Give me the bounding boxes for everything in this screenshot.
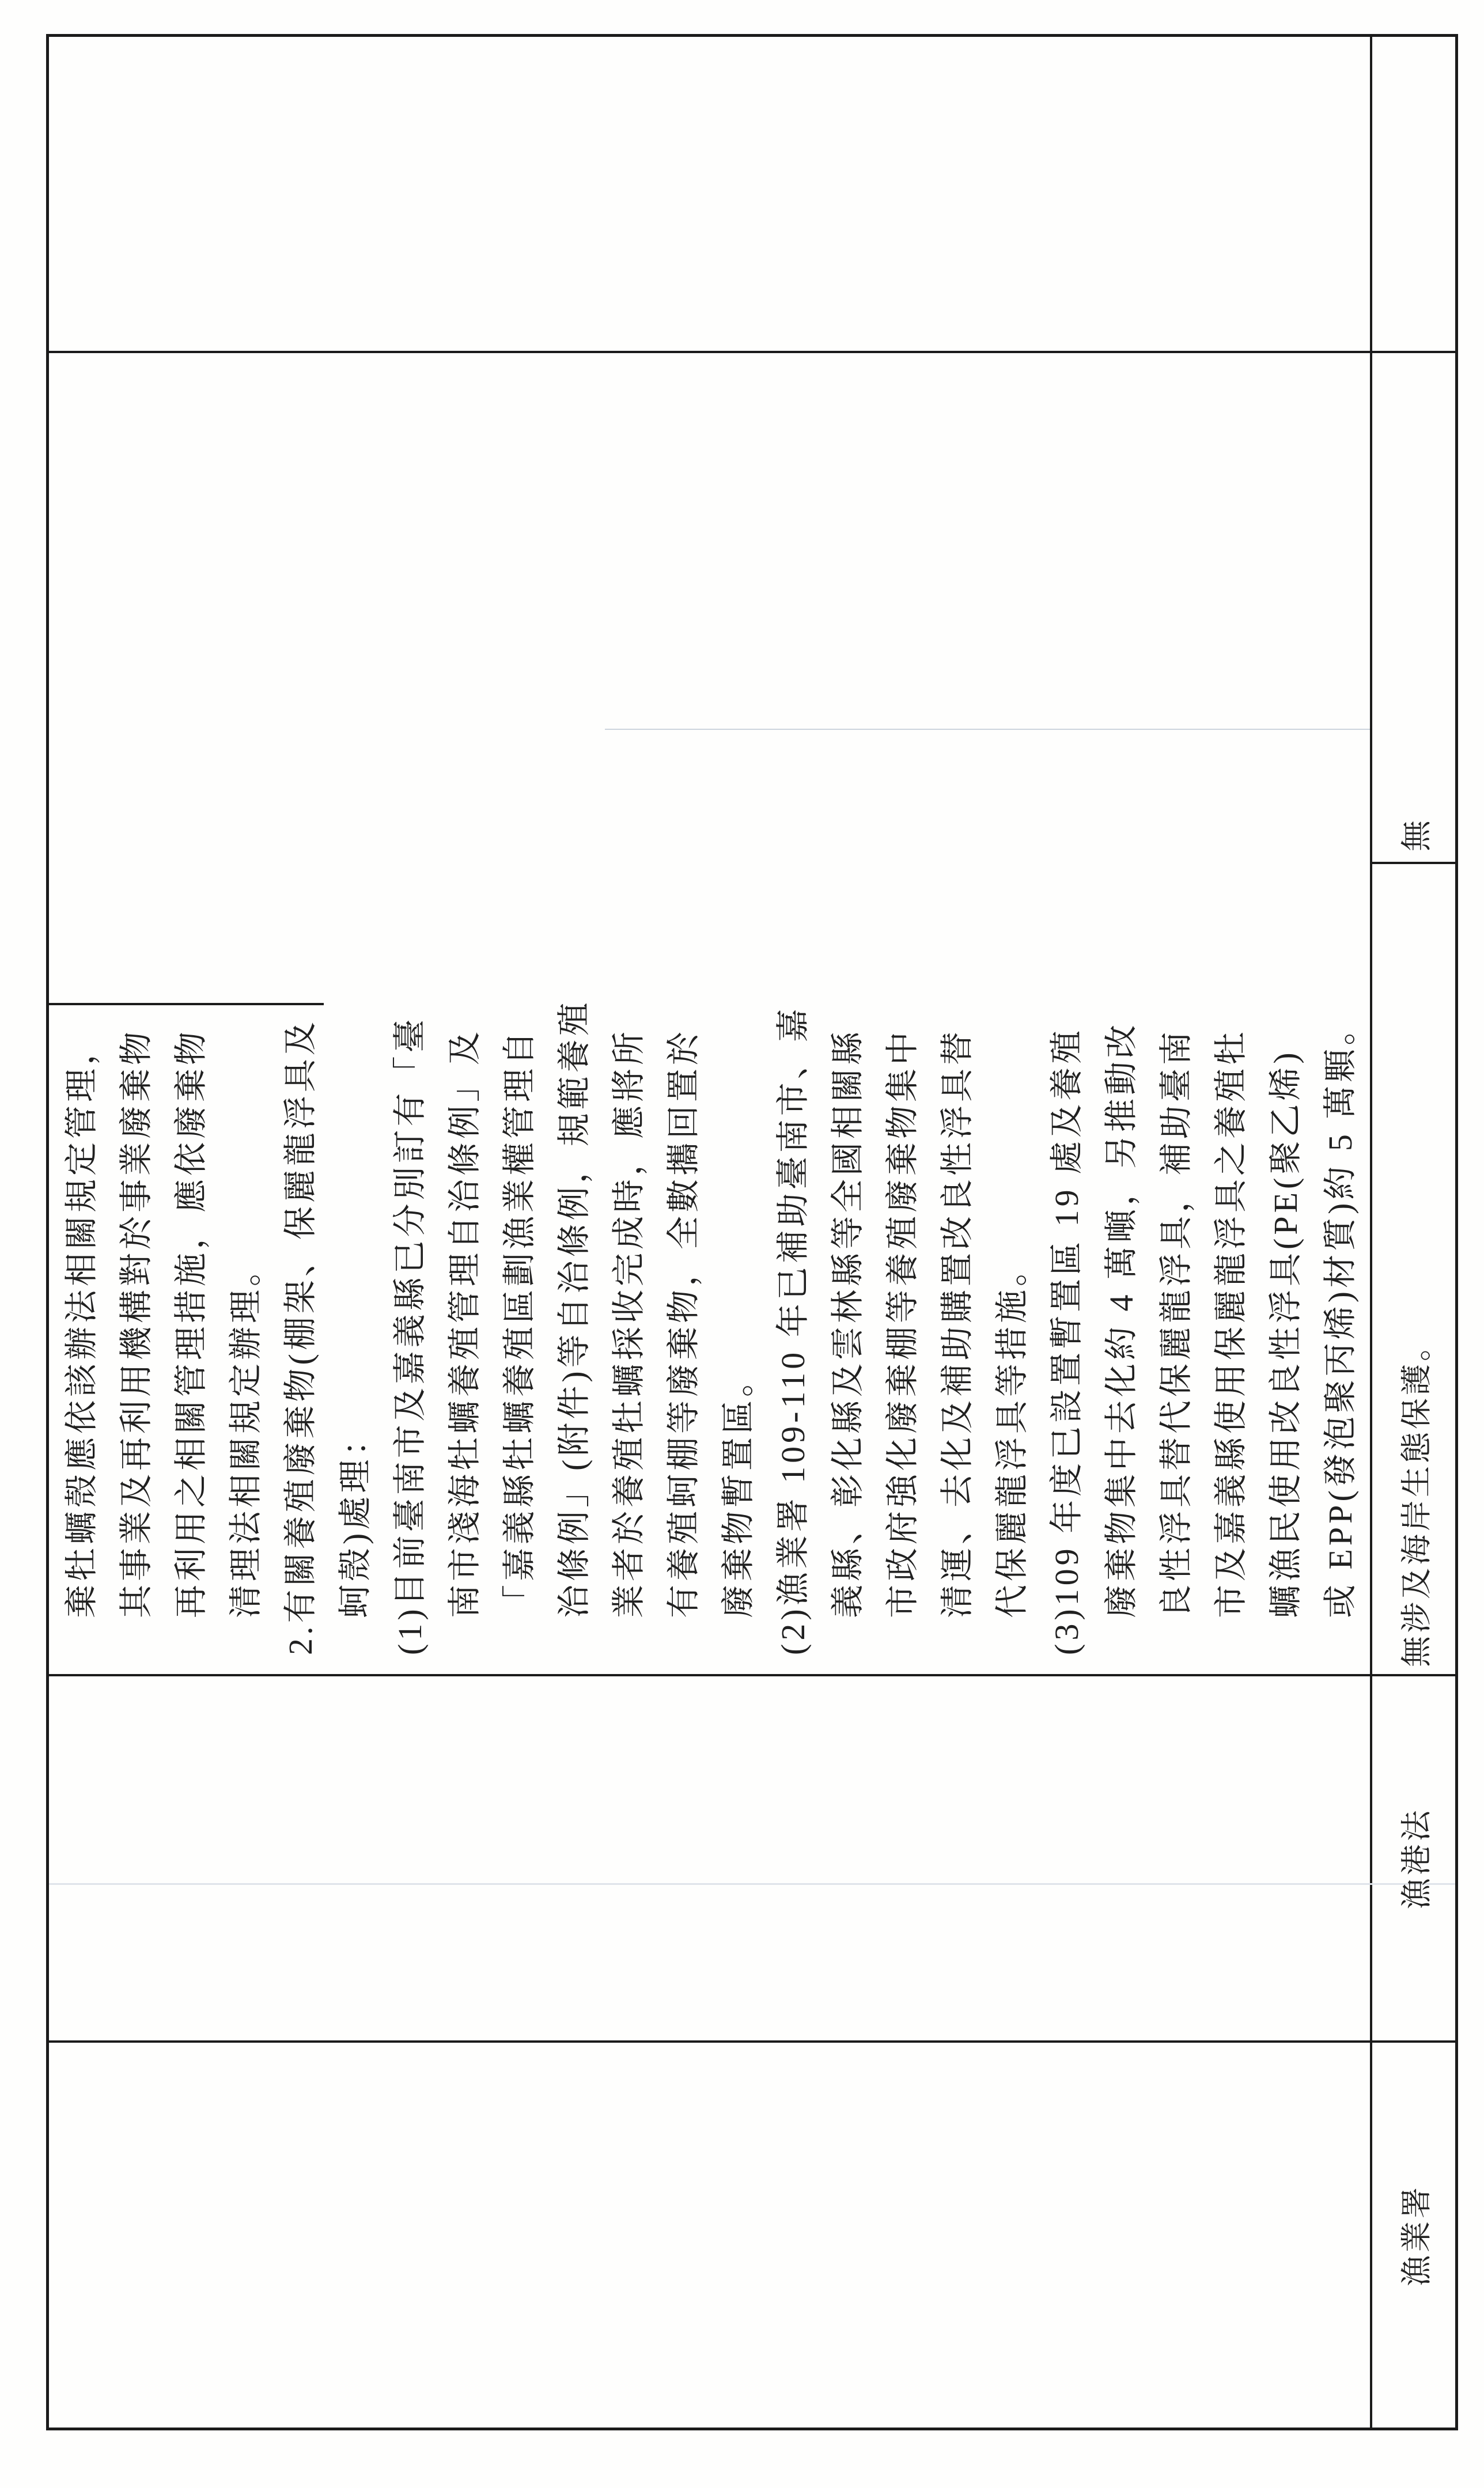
text-line: 市及嘉義縣使用保麗龍浮具之養殖牡	[1212, 1028, 1250, 1618]
text-line: 市政府強化廢棄棚等養殖廢棄物集中	[884, 1028, 921, 1618]
partial-separator-remark	[1370, 862, 1458, 864]
text-line: 廢棄物集中去化約 4 萬噸，另推動改	[1103, 1021, 1140, 1618]
table-border-bottom	[1455, 34, 1458, 2430]
text-line: 蚵殼)處理：	[336, 1419, 374, 1618]
agency-cell: 漁業署	[1399, 2184, 1434, 2286]
text-line: 有養殖蚵棚等廢棄物，全數攜回置於	[665, 1028, 702, 1618]
text-line: 2.有關養殖廢棄物(棚架、保麗龍浮具及	[282, 1018, 319, 1655]
text-line: 南市淺海牡蠣養殖管理自治條例」及	[446, 1028, 483, 1618]
column-separator-agency-law	[46, 2040, 1458, 2043]
text-line: 廢棄物暫置區。	[720, 1359, 757, 1618]
text-line: 代保麗龍浮具等措施。	[993, 1249, 1031, 1618]
text-line: 義縣、彰化縣及雲林縣等全國相關縣	[829, 1028, 866, 1618]
text-line: (1)目前臺南市及嘉義縣已分別訂有「臺	[391, 1016, 429, 1655]
text-line: 「嘉義縣牡蠣養殖區劃漁業權管理自	[501, 1028, 538, 1618]
table-border-left	[46, 2428, 1458, 2430]
text-line: 蠣漁民使用改良性浮具(PE(聚乙烯)	[1267, 1049, 1304, 1618]
remark-cell: 無	[1399, 817, 1434, 851]
scan-artifact-line	[49, 1883, 1455, 1885]
text-line: 良性浮具替代保麗龍浮具，補助臺南	[1157, 1028, 1195, 1618]
description-continuation-cell	[46, 353, 1370, 1676]
text-line: 清運、去化及補助購置改良性浮具替	[938, 1028, 976, 1618]
text-line: (2)漁業署 109-110 年已補助臺南市、嘉	[774, 1005, 812, 1655]
text-line: 治條例」(附件)等自治條例，規範養殖	[555, 999, 593, 1618]
text-line: 或 EPP(發泡聚丙烯)材質)約 5 萬顆。	[1322, 1008, 1359, 1618]
text-line: 棄牡蠣殼應依該辦法相關規定管理，	[63, 1028, 100, 1618]
text-line: 再利用之相關管理措施，應依廢棄物	[172, 1028, 210, 1618]
text-line: 清理法相關規定辦理。	[227, 1249, 264, 1618]
text-line: 其事業及再利用機構對於事業廢棄物	[118, 1028, 155, 1618]
text-line: 業者於養殖牡蠣採收完成時，應將所	[610, 1028, 648, 1618]
table-border-right	[46, 34, 1458, 37]
text-line: (3)109 年度已設置暫置區 19 處及養殖	[1048, 1027, 1085, 1655]
law-cell: 漁港法	[1399, 1807, 1434, 1910]
description-cell: 無涉及海岸生態保護。	[1399, 1327, 1434, 1667]
